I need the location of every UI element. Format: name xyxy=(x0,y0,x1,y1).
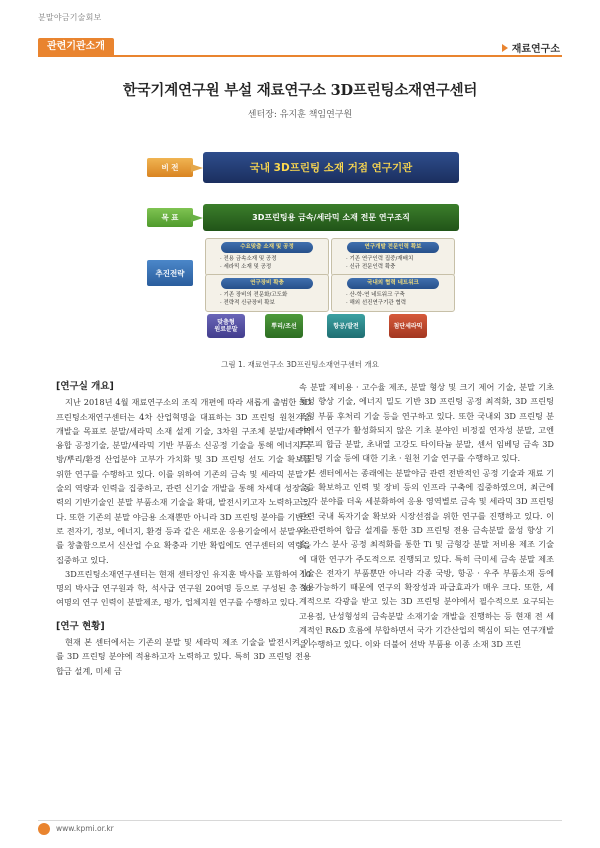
strategy-heading: 연구장비 확충 xyxy=(221,278,313,289)
paragraph: 본 센터에서는 종래에는 분말야금 관련 전반적인 공정 기술과 재료 기술을 확보하고 인력 및 장비 등의 인프라 구축에 집중하였으며, 최근에는 각 분야를 더욱 세분화하여 응용 영역별로 금속 및 세라믹 3D 프린팅 관련 국내 독자기술 확보와 시장선점을 위한 연구를 진행하고 있다. 이와 관련하여 합금 설계를 통한 3D 프린팅 전용 금속분말 물성 향상 기술, 가스 분사 공정 최적화를 통한 Ti 및 금형강 분말 저비용 제조 기술에 대한 연구가 주도적으로 진행되고 있다. 특히 극미세 금속 분말 제조 기술은 전자기 부품뿐만 아니라 각종 국방, 항공 · 우주 부품소재 등에 적용가능하기 때문에 연구의 확장성과 파급효과가 매우 크다. 또한, 세계적으로 각광을 받고 있는 3D 프린팅 분야에서 필수적으로 요구되는 고용점, 난성형성의 금속분말 소재기술 개발을 진행하는 등 현재 전 세계적인 R&D 흐름에 부합하면서 국가 기간산업의 핵심이 되는 연구개발을 수행하고 있다. 이와 더불어 선박 부품용 이종 소재 3D 프린 xyxy=(299,467,554,650)
figure-label-goal: 목 표 xyxy=(147,208,193,227)
strategy-box xyxy=(205,274,329,312)
paragraph: 지난 2018년 4월 재료연구소의 조직 개편에 따라 새롭게 출범한 3D프린팅소재연구센터는 4차 산업혁명을 대표하는 3D 프린팅 원천기술 개발을 목표로 분말/세라믹 소재 설계 기술, 3차원 구조체 분말/세라믹 융합 공정기술, 분말/세라믹 기반 부품소 신공정 기술을 통해 에너지/국방/뿌리/환경 산업분야 고부가 가치화 및 3D 프린팅 선도 기술 확보를 위한 연구를 수행하고 있다. 이를 위하여 기존의 금속 및 세라믹 분말기술의 역량과 인력을 집중하고, 관련 신기술 개발을 통해 차세대 성장 동력의 기반기술인 분말 부품소재 기술을 확대, 발전시키고자 노력하고 있다. 또한 기존의 분말 야금용 소재뿐만 아니라 3D 프린팅 분야를 기반으로 전자기, 정보, 에너지, 환경 등과 같은 새로운 응용기술에서 분말우소를 창출함으로서 신산업 수요 확충과 기반 확립에도 연구센터의 역량을 집중하고 있다. xyxy=(56,397,311,565)
figure-label-strategy: 추진전략 xyxy=(147,260,193,286)
pillar-ceramics: 첨단세라믹 xyxy=(389,314,427,338)
strategy-item: · 기존 장비의 전문화/고도화 xyxy=(220,292,288,298)
pillar-aero-power: 항공/발전 xyxy=(327,314,365,338)
paragraph: 3D프린팅소재연구센터는 현재 센터장인 유지훈 박사를 포함하여 10명의 박사급 연구원과 학, 석사급 연구원 20여명 등으로 구성된 총 30여명의 연구 인력이 분말제조, 평가, 업체지원 연구를 수행하고 있다. xyxy=(56,568,311,608)
paragraph: 속 분말 제비용 · 고수율 제조, 분말 형상 및 크기 제어 기술, 분말 기초 특성 향상 기술, 에너지 밀도 기반 3D 프린팅 공정 최적화, 3D 프린팅 조형 부품 후처리 기술 등을 연구하고 있다. 또한 국내외 3D 프린팅 분야에서 연구가 활성화되지 않은 기초 분야인 비정질 연자성 분말, 고엔트로피 합금 분말, 초내열 고강도 타이타늄 분말, 센서 임베딩 금속 3D 프린팅 기술 등에 대한 기초 · 원천 기술 연구를 수행하고 있다. xyxy=(299,382,554,464)
figure-label-vision: 비 전 xyxy=(147,158,193,177)
figure-caption: 그림 1. 재료연구소 3D프린팅소재연구센터 개요 xyxy=(221,360,379,369)
strategy-item: · 해외 선진연구기관 협력 xyxy=(346,300,407,306)
article-author: 센터장: 유지훈 책임연구원 xyxy=(247,110,353,120)
strategy-heading: 수요맞춤 소재 및 공정 xyxy=(221,242,313,253)
article-title: 한국기계연구원 부설 재료연구소 3D프린팅소재연구센터 xyxy=(122,82,478,99)
pillar-root-shipbuilding: 뿌리/조선 xyxy=(265,314,303,338)
footer-url[interactable]: www.kpmi.or.kr xyxy=(56,824,114,833)
figure-vision: 국내 3D프린팅 소재 거점 연구기관 xyxy=(203,152,459,183)
text-column-left xyxy=(56,380,311,678)
pillar-powder: 맞춤형 원료분말 xyxy=(207,314,245,338)
category-text: 재료연구소 xyxy=(511,44,560,55)
strategy-item: · 기존 연구인력 집중/재배치 xyxy=(346,256,414,262)
section-bar xyxy=(0,38,600,56)
journal-name: 분말야금기술회보 xyxy=(38,13,102,22)
strategy-box xyxy=(205,238,329,276)
triangle-icon xyxy=(502,44,508,52)
strategy-item: · 산-학-연 네트워크 구축 xyxy=(346,292,405,298)
strategy-item: · 신규 전문인력 확충 xyxy=(346,264,396,270)
figure-goal: 3D프린팅용 금속/세라믹 소재 전문 연구조직 xyxy=(203,204,459,231)
strategy-heading: 연구개발 전문인력 확보 xyxy=(347,242,439,253)
section-heading-overview: [연구실 개요] xyxy=(56,381,114,392)
paragraph: 현재 본 센터에서는 기존의 분말 및 세라믹 제조 기술을 발전시켜 이를 3D 프린팅 분야에 적용하고자 노력하고 있다. 특히 3D 프린팅 전용 합금 설계, 미세 금 xyxy=(56,637,311,676)
strategy-box xyxy=(331,238,455,276)
logo-icon xyxy=(38,823,50,835)
overview-figure xyxy=(145,152,465,340)
category-label xyxy=(502,40,560,55)
text-column-right xyxy=(299,380,554,652)
section-tab: 관련기관소개 xyxy=(38,38,114,56)
strategy-item: · 세라믹 소재 및 공정 xyxy=(220,264,272,270)
arrow-icon xyxy=(191,164,203,172)
strategy-item: · 전용 금속소재 및 공정 xyxy=(220,256,277,262)
strategy-item: · 전략적 신규장비 확보 xyxy=(220,300,275,306)
section-divider xyxy=(38,55,562,57)
arrow-icon xyxy=(191,214,203,222)
section-heading-status: [연구 현황] xyxy=(56,620,105,632)
strategy-heading: 국내외 협력 네트워크 xyxy=(347,278,439,289)
strategy-box xyxy=(331,274,455,312)
footer-divider xyxy=(38,820,562,821)
